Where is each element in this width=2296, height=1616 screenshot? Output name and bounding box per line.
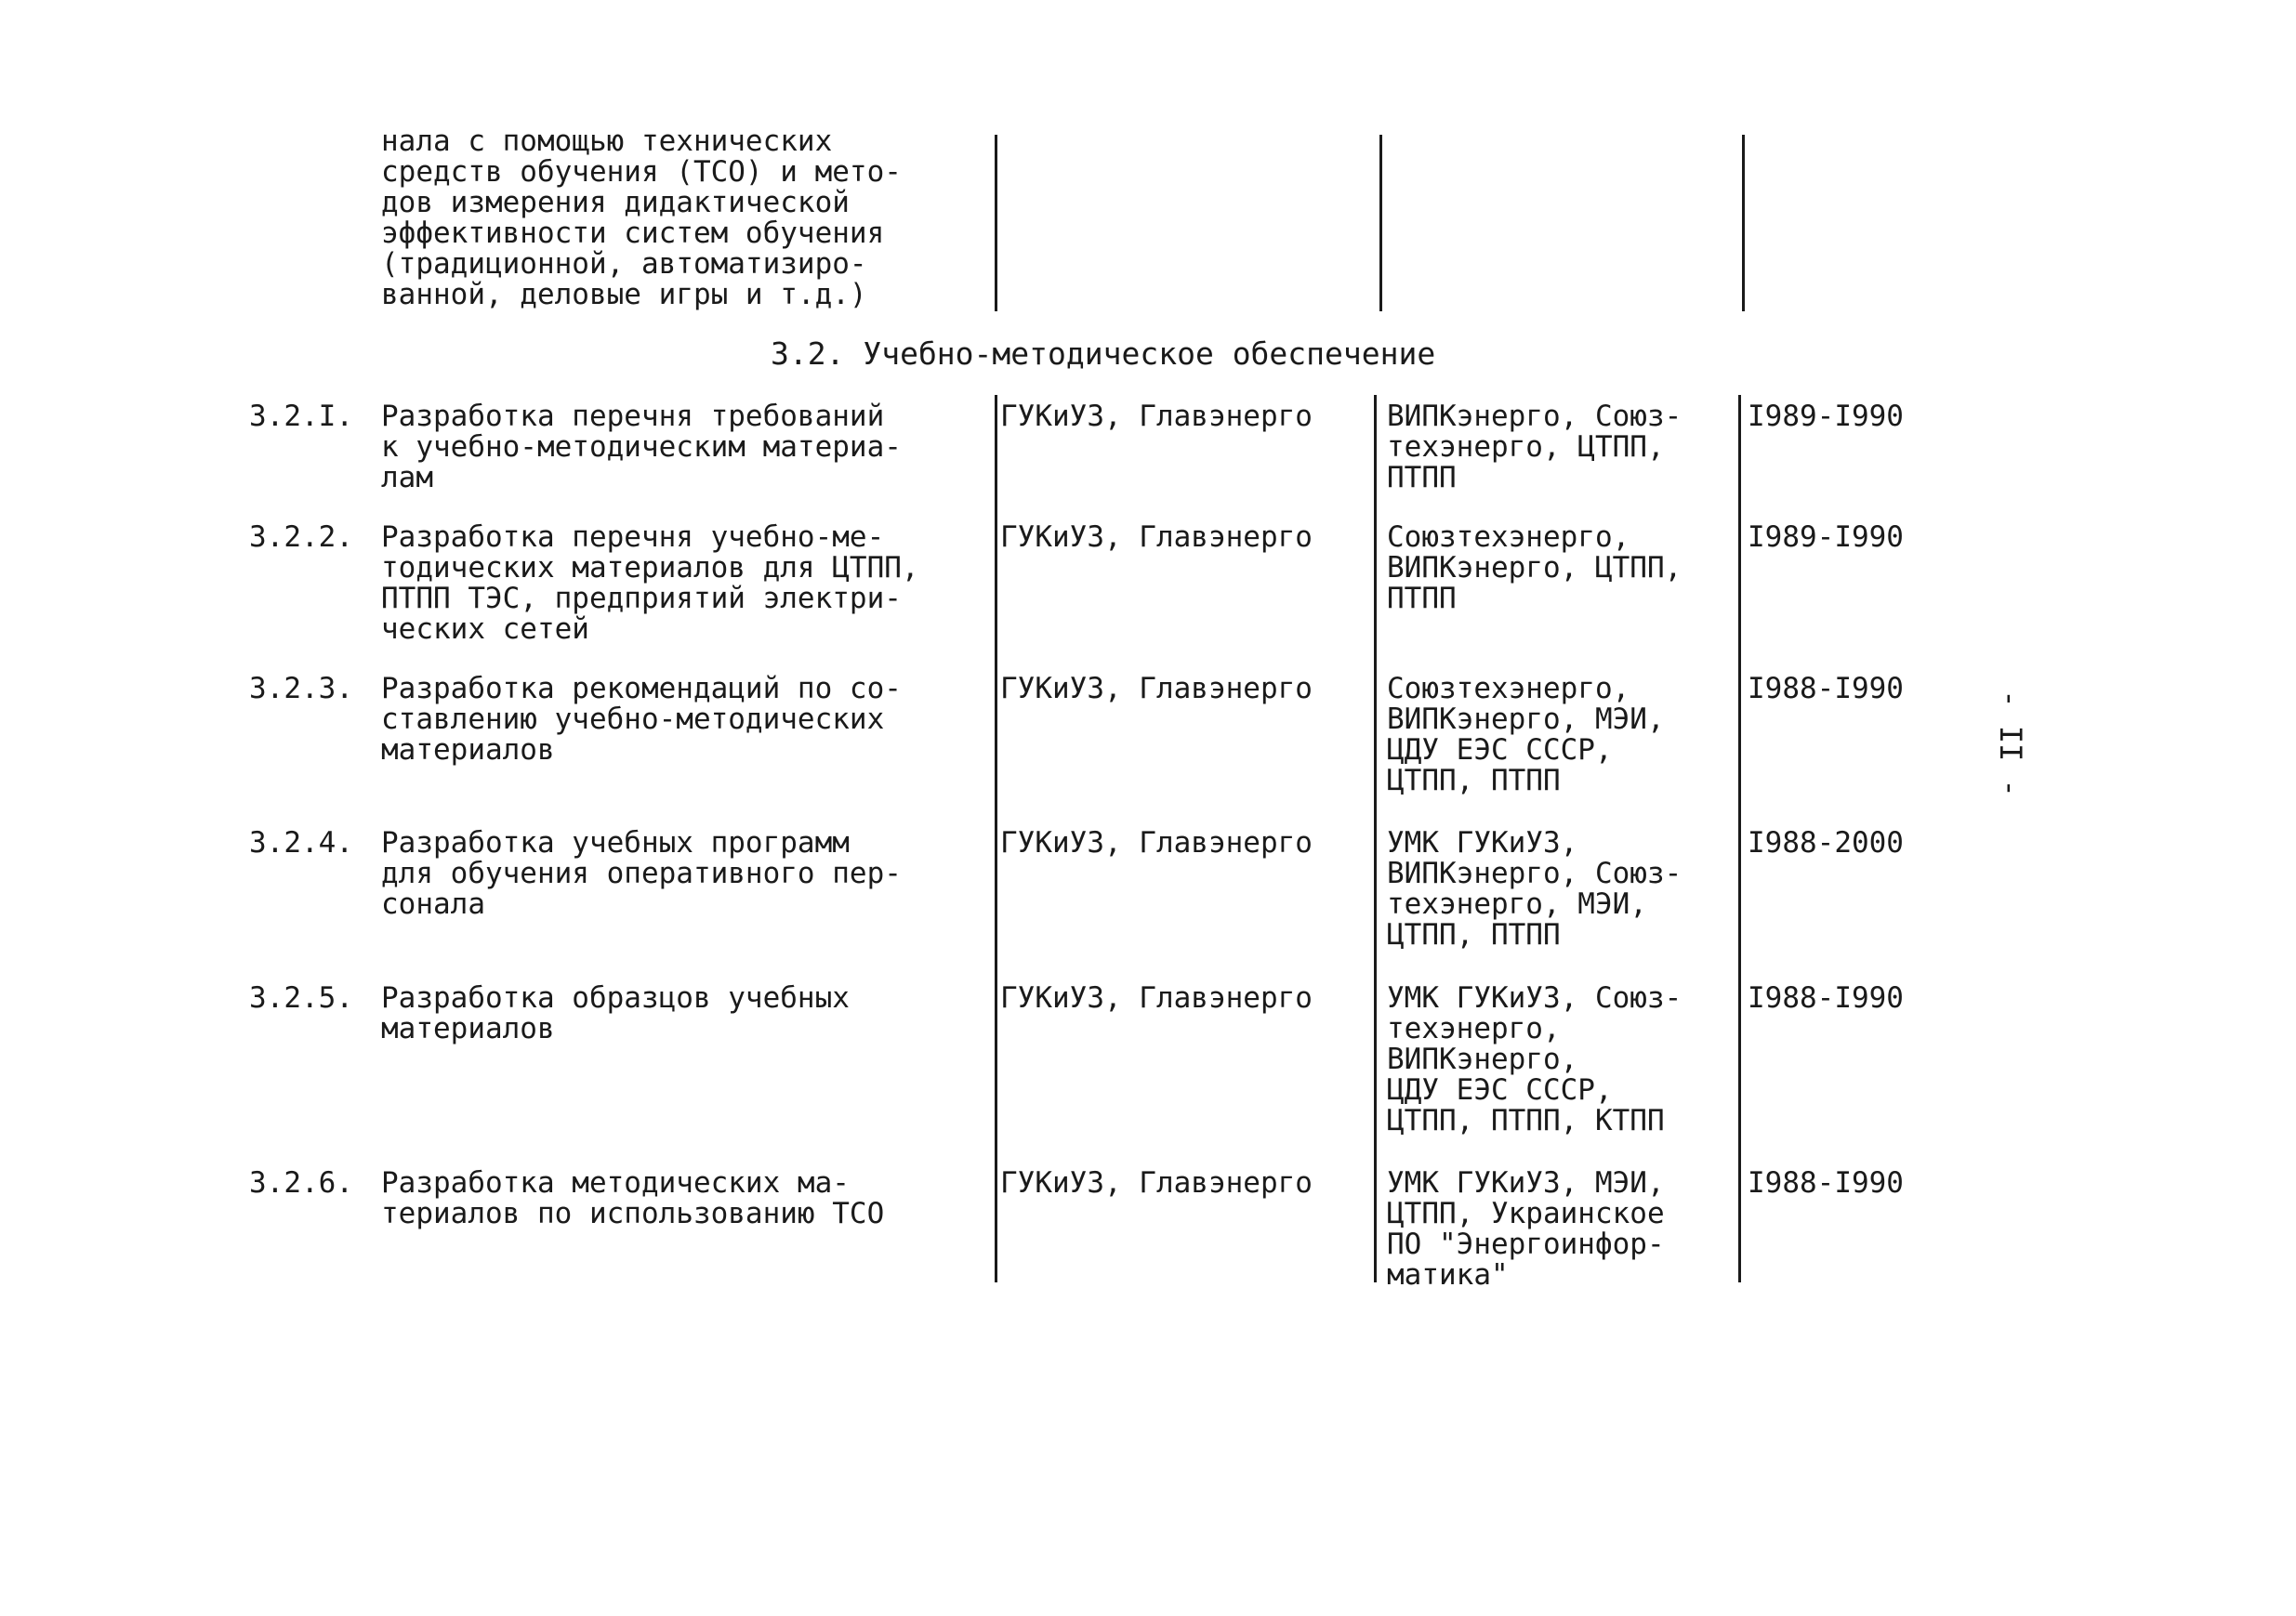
row-number: 3.2.6. xyxy=(249,1166,353,1200)
row-executors: ВИПКэнерго, Союз- техэнерго, ЦТПП, ПТПП xyxy=(1387,400,1682,494)
row-period: I989-I990 xyxy=(1748,400,1904,433)
row-responsible: ГУКиУЗ, Главэнерго xyxy=(1000,826,1313,860)
column-divider xyxy=(1738,395,1741,1282)
row-description: Разработка перечня учебно-ме- тодических материалов для ЦТПП, ПТПП ТЭС, предприятий электри- ческих сетей xyxy=(381,520,919,646)
column-divider xyxy=(1374,395,1377,1282)
page-number: - II - xyxy=(1992,690,2028,797)
row-description: Разработка методических ма- териалов по использованию ТСО xyxy=(381,1166,885,1230)
row-responsible: ГУКиУЗ, Главэнерго xyxy=(1000,520,1313,554)
row-executors: УМК ГУКиУЗ, Союз- техэнерго, ВИПКэнерго, ЦДУ ЕЭС СССР, ЦТПП, ПТПП, КТПП xyxy=(1387,981,1682,1137)
row-executors: Союзтехэнерго, ВИПКэнерго, ЦТПП, ПТПП xyxy=(1387,520,1682,615)
row-executors: УМК ГУКиУЗ, МЭИ, ЦТПП, Украинское ПО "Энергоинфор- матика" xyxy=(1387,1166,1665,1292)
continuation-description: нала с помощью технических средств обучения (ТСО) и мето- дов измерения дидактической эффективности систем обучения (традиционной, автоматизиро- ванной, деловые игры и т.д.) xyxy=(381,125,902,311)
row-responsible: ГУКиУЗ, Главэнерго xyxy=(1000,981,1313,1015)
row-period: I988-I990 xyxy=(1748,1166,1904,1200)
row-executors: УМК ГУКиУЗ, ВИПКэнерго, Союз- техэнерго, МЭИ, ЦТПП, ПТПП xyxy=(1387,826,1682,952)
row-number: 3.2.3. xyxy=(249,672,353,705)
row-description: Разработка учебных программ для обучения оперативного пер- сонала xyxy=(381,826,902,921)
row-period: I988-I990 xyxy=(1748,981,1904,1015)
row-responsible: ГУКиУЗ, Главэнерго xyxy=(1000,672,1313,705)
row-number: 3.2.I. xyxy=(249,400,353,433)
row-number: 3.2.5. xyxy=(249,981,353,1015)
row-number: 3.2.4. xyxy=(249,826,353,860)
row-period: I988-2000 xyxy=(1748,826,1904,860)
row-description: Разработка образцов учебных материалов xyxy=(381,981,850,1045)
column-divider xyxy=(995,395,997,1282)
row-responsible: ГУКиУЗ, Главэнерго xyxy=(1000,400,1313,433)
row-executors: Союзтехэнерго, ВИПКэнерго, МЭИ, ЦДУ ЕЭС СССР, ЦТПП, ПТПП xyxy=(1387,672,1665,797)
column-divider xyxy=(995,135,997,311)
column-divider xyxy=(1742,135,1745,311)
row-period: I988-I990 xyxy=(1748,672,1904,705)
row-responsible: ГУКиУЗ, Главэнерго xyxy=(1000,1166,1313,1200)
row-number: 3.2.2. xyxy=(249,520,353,554)
row-period: I989-I990 xyxy=(1748,520,1904,554)
column-divider xyxy=(1379,135,1382,311)
row-description: Разработка рекомендаций по со- ставлению учебно-методических материалов xyxy=(381,672,902,767)
section-heading: 3.2. Учебно-методическое обеспечение xyxy=(771,335,1436,372)
row-description: Разработка перечня требований к учебно-методическим материа- лам xyxy=(381,400,902,494)
